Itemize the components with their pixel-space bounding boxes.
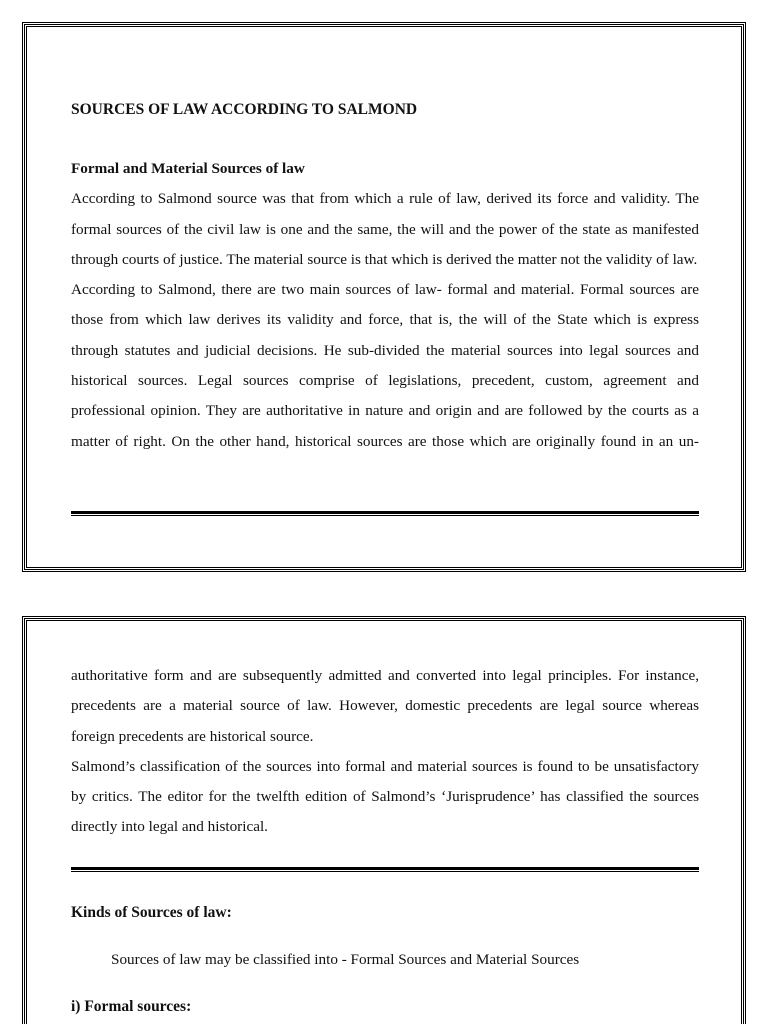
subsection-heading: i) Formal sources: <box>71 998 192 1015</box>
page-2-content <box>71 661 699 843</box>
page-1-content <box>71 95 699 457</box>
document-page-2 <box>24 618 744 1024</box>
section-divider-rule <box>71 867 699 872</box>
document-title: SOURCES OF LAW ACCORDING TO SALMOND <box>71 101 418 118</box>
page-bottom-rule <box>71 511 699 516</box>
section-heading: Kinds of Sources of law: <box>71 904 232 921</box>
document-page-1 <box>24 24 744 570</box>
section-subheading: Formal and Material Sources of law <box>71 160 305 177</box>
body-paragraph: According to Salmond source was that from which a rule of law, derived its force and validity. The formal sources of the civil law is one and the same, the will and the power of the state as manifested through courts of justice. The material source is that which is derived the matter not the validity of law. <box>71 190 699 268</box>
body-paragraph: Salmond’s classification of the sources into formal and material sources is found to be unsatisfactory by critics. The editor for the twelfth edition of Salmond’s ‘Jurisprudence’ has classified the sources directly into legal and historical. <box>71 757 699 836</box>
intro-line: Sources of law may be classified into - Formal Sources and Material Sources <box>111 951 580 968</box>
body-paragraph: authoritative form and are subsequently admitted and converted into legal principles. For instance, precedents are a material source of law. However, domestic precedents are legal source whereas foreign precedents are historical source. <box>71 667 699 745</box>
body-paragraph: According to Salmond, there are two main sources of law- formal and material. Formal sources are those from which law derives its validity and force, that is, the will of the State which is express through statutes and judicial decisions. He sub-divided the material sources into legal sources and historical sources. Legal sources comprise of legislations, precedent, custom, agreement and professional opinion. They are authoritative in nature and origin and are followed by the courts as a matter of right. On the other hand, historical sources are those which are originally found in an un- <box>71 281 699 450</box>
